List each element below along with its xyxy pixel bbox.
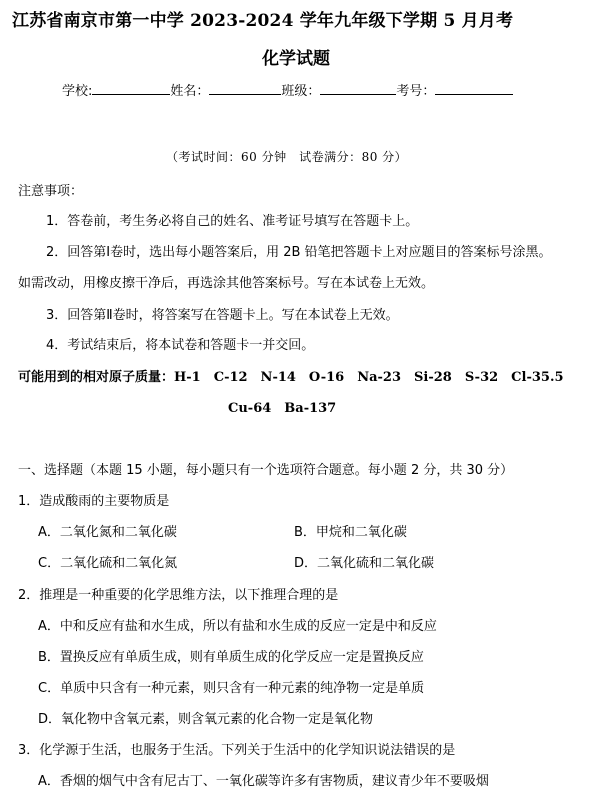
option-b: B．置换反应有单质生成，则有单质生成的化学反应一定是置换反应 bbox=[38, 650, 424, 665]
note-item: 4．考试结束后，将本试卷和答题卡一并交回。 bbox=[46, 338, 315, 353]
option-d: D．二氧化硫和二氧化碳 bbox=[294, 556, 435, 571]
note-item: 1．答卷前，考生务必将自己的姓名、准考证号填写在答题卡上。 bbox=[46, 214, 419, 229]
option-c: C．单质中只含有一种元素，则只含有一种元素的纯净物一定是单质 bbox=[38, 681, 425, 696]
option-a: A．香烟的烟气中含有尼古丁、一氧化碳等许多有害物质，建议青少年不要吸烟 bbox=[38, 774, 489, 789]
number-label: 考号： bbox=[396, 84, 436, 99]
question-stem: 1．造成酸雨的主要物质是 bbox=[18, 494, 170, 509]
option-a: A．二氧化氮和二氧化碳 bbox=[38, 525, 177, 540]
name-label: 姓名： bbox=[170, 84, 210, 99]
school-blank bbox=[92, 80, 170, 95]
atomic-masses-line2: Cu-64 Ba-137 bbox=[228, 401, 337, 416]
note-item-continued: 如需改动，用橡皮擦干净后，再选涂其他答案标号。写在本试卷上无效。 bbox=[18, 276, 435, 291]
option-b: B．甲烷和二氧化碳 bbox=[294, 525, 407, 540]
name-blank bbox=[209, 80, 281, 95]
school-label: 学校: bbox=[62, 84, 93, 99]
student-info-row bbox=[62, 80, 513, 99]
exam-subtitle: 化学试题 bbox=[262, 49, 330, 69]
section-heading: 一、选择题（本题 15 小题，每小题只有一个选项符合题意。每小题 2 分，共 30 分） bbox=[18, 463, 514, 478]
atomic-masses-line1: 可能用到的相对原子质量：H-1 C-12 N-14 O-16 Na-23 Si-28 S-32 Cl-35.5 bbox=[18, 370, 564, 385]
note-item: 3．回答第Ⅱ卷时，将答案写在答题卡上。写在本试卷上无效。 bbox=[46, 308, 399, 323]
exam-meta: （考试时间：60 分钟 试卷满分：80 分） bbox=[166, 150, 408, 164]
exam-title: 江苏省南京市第一中学 2023-2024 学年九年级下学期 5 月月考 bbox=[12, 11, 514, 31]
notes-heading: 注意事项： bbox=[18, 184, 84, 199]
option-a: A．中和反应有盐和水生成，所以有盐和水生成的反应一定是中和反应 bbox=[38, 619, 437, 634]
option-d: D．氧化物中含氧元素，则含氧元素的化合物一定是氧化物 bbox=[38, 712, 374, 727]
class-blank bbox=[320, 80, 396, 95]
question-stem: 3．化学源于生活，也服务于生活。下列关于生活中的化学知识说法错误的是 bbox=[18, 743, 456, 758]
number-blank bbox=[435, 80, 513, 95]
class-label: 班级： bbox=[281, 84, 321, 99]
question-stem: 2．推理是一种重要的化学思维方法，以下推理合理的是 bbox=[18, 588, 339, 603]
note-item: 2．回答第Ⅰ卷时，选出每小题答案后，用 2B 铅笔把答题卡上对应题目的答案标号涂黑。 bbox=[46, 245, 552, 260]
option-c: C．二氧化硫和二氧化氮 bbox=[38, 556, 178, 571]
